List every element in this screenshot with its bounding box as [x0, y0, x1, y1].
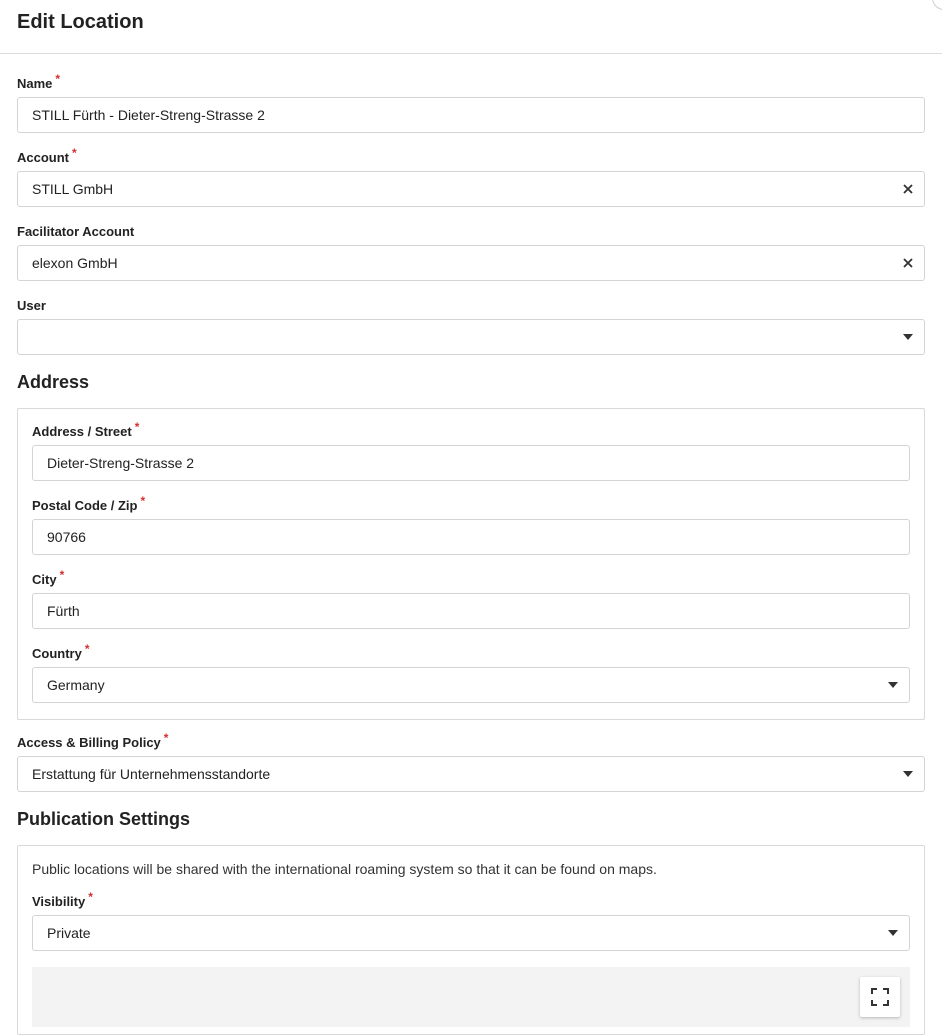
page-title: Edit Location — [17, 11, 144, 33]
caret-down-icon — [888, 930, 898, 936]
name-label: Name * — [17, 72, 61, 91]
required-marker: * — [163, 731, 169, 745]
visibility-label: Visibility * — [32, 890, 93, 909]
city-input[interactable]: Fürth — [32, 593, 910, 629]
required-marker: * — [59, 568, 65, 582]
country-select[interactable]: Germany — [32, 667, 910, 703]
street-label: Address / Street * — [32, 420, 140, 439]
account-label: Account * — [17, 146, 77, 165]
facilitator-account-label: Facilitator Account — [17, 224, 135, 239]
name-input[interactable]: STILL Fürth - Dieter-Streng-Strasse 2 — [17, 97, 925, 133]
user-select[interactable] — [17, 319, 925, 355]
visibility-select[interactable]: Private — [32, 915, 910, 951]
address-section-title: Address — [17, 372, 90, 392]
caret-down-icon — [888, 682, 898, 688]
account-select[interactable]: STILL GmbH — [17, 171, 925, 207]
postal-code-label: Postal Code / Zip * — [32, 494, 146, 513]
street-input[interactable]: Dieter-Streng-Strasse 2 — [32, 445, 910, 481]
postal-code-input[interactable]: 90766 — [32, 519, 910, 555]
map[interactable] — [32, 967, 910, 1027]
publication-description: Public locations will be shared with the international roaming system so that it can be found on maps. — [32, 861, 657, 877]
required-marker: * — [55, 72, 61, 86]
caret-down-icon — [903, 771, 913, 777]
close-icon[interactable] — [901, 256, 915, 270]
caret-down-icon — [903, 334, 913, 340]
dialog-header — [0, 0, 942, 54]
city-label: City * — [32, 568, 65, 587]
close-icon[interactable] — [901, 182, 915, 196]
user-label: User — [17, 298, 46, 313]
required-marker: * — [88, 890, 93, 904]
billing-policy-label: Access & Billing Policy * — [17, 731, 169, 750]
fullscreen-button[interactable] — [860, 977, 900, 1017]
required-marker: * — [134, 420, 140, 434]
fullscreen-icon — [870, 987, 890, 1007]
close-button[interactable] — [932, 0, 942, 10]
publication-section-title: Publication Settings — [17, 809, 191, 829]
required-marker: * — [72, 146, 77, 160]
required-marker: * — [84, 642, 90, 656]
country-label: Country * — [32, 642, 90, 661]
required-marker: * — [140, 494, 146, 508]
facilitator-account-select[interactable]: elexon GmbH — [17, 245, 925, 281]
billing-policy-select[interactable]: Erstattung für Unternehmensstandorte — [17, 756, 925, 792]
